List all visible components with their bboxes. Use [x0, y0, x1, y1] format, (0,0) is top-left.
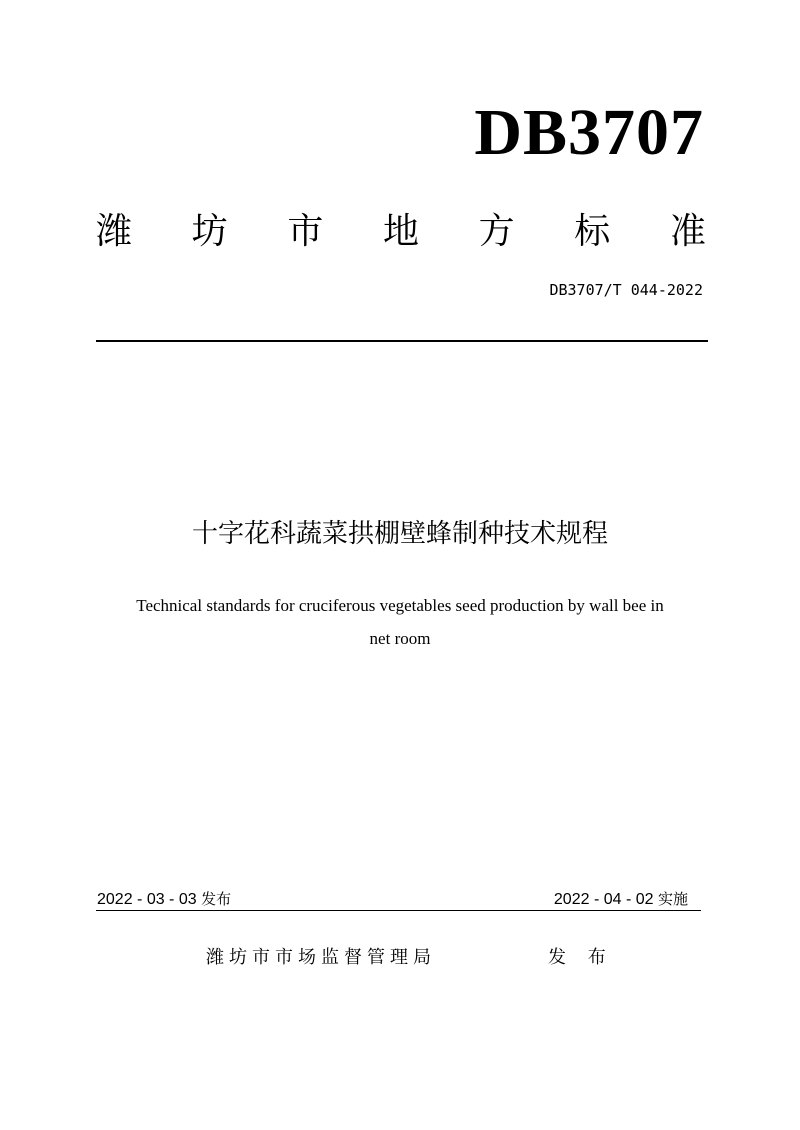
document-title-en	[100, 589, 700, 655]
standard-type-char: 市	[287, 211, 324, 252]
document-title-en-line: Technical standards for cruciferous vegetables seed production by wall bee in	[136, 596, 664, 615]
issuing-authority: 潍坊市市场监督管理局	[206, 947, 436, 968]
standard-type-char: 标	[574, 211, 611, 252]
document-title-zh: 十字花科蔬菜拱棚壁蜂制种技术规程	[191, 519, 608, 549]
standard-code: DB3707	[474, 96, 704, 169]
publish-label: 发布	[201, 890, 232, 908]
implement-date: 2022 - 04 - 02	[553, 891, 654, 908]
publish-date: 2022 - 03 - 03	[97, 891, 197, 908]
standard-type-char: 准	[669, 211, 706, 252]
standard-type-char: 方	[478, 211, 515, 252]
standard-type-char: 潍	[96, 211, 133, 252]
standard-type-char: 地	[382, 211, 419, 252]
standard-type-title	[96, 208, 706, 256]
document-title-en-line: net room	[369, 629, 431, 648]
footer-divider	[96, 910, 701, 911]
standard-type-char: 坊	[191, 211, 228, 252]
implement-label: 实施	[657, 890, 688, 908]
standard-number: DB3707/T 044-2022	[549, 281, 703, 299]
publish-date-block	[97, 889, 231, 910]
header-divider	[96, 340, 708, 342]
implement-date-block	[554, 889, 688, 910]
issue-label: 发 布	[548, 947, 614, 968]
